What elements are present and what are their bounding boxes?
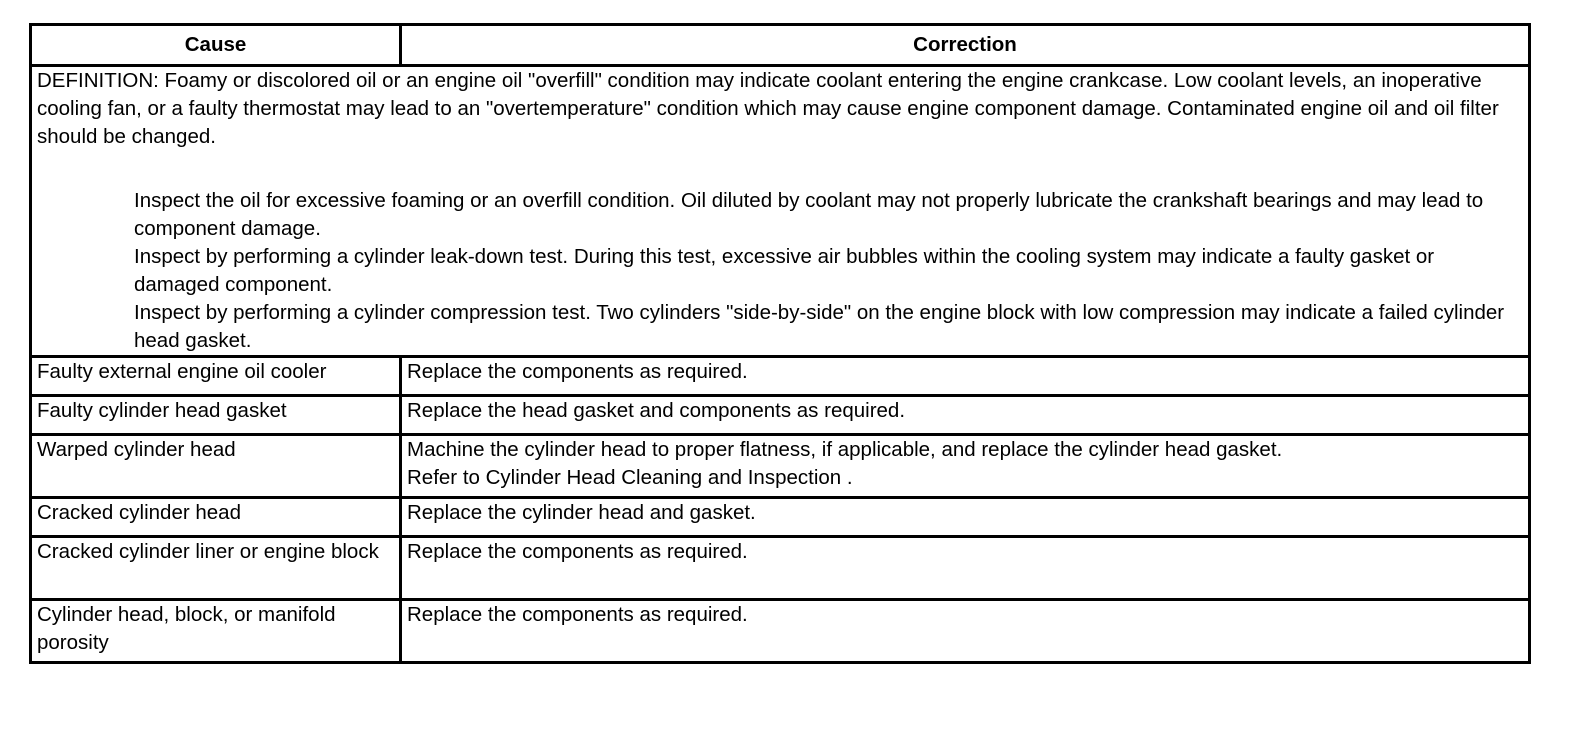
- table-row: [31, 357, 1530, 396]
- correction-header: Correction: [401, 25, 1530, 66]
- correction-cell: Replace the components as required.: [401, 537, 1530, 600]
- inspection-step: Inspect by performing a cylinder compression test. Two cylinders "side-by-side" on the engine block with low compression may indicate a failed cylinder head gasket.: [134, 301, 1505, 352]
- cross-reference-link[interactable]: Refer to Cylinder Head Cleaning and Inspection .: [407, 466, 853, 489]
- inspection-step: Inspect the oil for excessive foaming or an overfill condition. Oil diluted by coolant may not properly lubricate the crankshaft bearings and may lead to component damage.: [134, 189, 1484, 240]
- correction-cell: [401, 435, 1530, 498]
- cause-cell: Cracked cylinder head: [31, 498, 401, 537]
- correction-cell: Replace the head gasket and components as required.: [401, 396, 1530, 435]
- table-row: [31, 435, 1530, 498]
- correction-cell: Replace the components as required.: [401, 357, 1530, 396]
- definition-row: [31, 66, 1530, 357]
- correction-cell: Replace the components as required.: [401, 600, 1530, 663]
- header-row: [31, 25, 1530, 66]
- cause-header: Cause: [31, 25, 401, 66]
- cause-cell: Cracked cylinder liner or engine block: [31, 537, 401, 600]
- diagnostic-table: [29, 23, 1531, 664]
- inspection-steps: [37, 187, 1523, 355]
- cause-cell: Faulty cylinder head gasket: [31, 396, 401, 435]
- table-row: [31, 537, 1530, 600]
- definition-spacer: [37, 151, 1523, 179]
- correction-cell: Replace the cylinder head and gasket.: [401, 498, 1530, 537]
- table-row: [31, 396, 1530, 435]
- correction-text: Machine the cylinder head to proper flatness, if applicable, and replace the cylinder head gasket.: [407, 438, 1283, 461]
- definition-text: DEFINITION: Foamy or discolored oil or an engine oil "overfill" condition may indicate coolant entering the engine crankcase. Low coolant levels, an inoperative cooling fan, or a faulty thermostat may lead to an "overtemperature" condition which may cause engine component damage. Contaminated engine oil and oil filter should be changed.: [37, 69, 1499, 148]
- cause-cell: Warped cylinder head: [31, 435, 401, 498]
- table-row: [31, 600, 1530, 663]
- cause-cell: Cylinder head, block, or manifold porosity: [31, 600, 401, 663]
- table-row: [31, 498, 1530, 537]
- cause-cell: Faulty external engine oil cooler: [31, 357, 401, 396]
- definition-cell: [31, 66, 1530, 357]
- inspection-step: Inspect by performing a cylinder leak-down test. During this test, excessive air bubbles within the cooling system may indicate a faulty gasket or damaged component.: [134, 245, 1435, 296]
